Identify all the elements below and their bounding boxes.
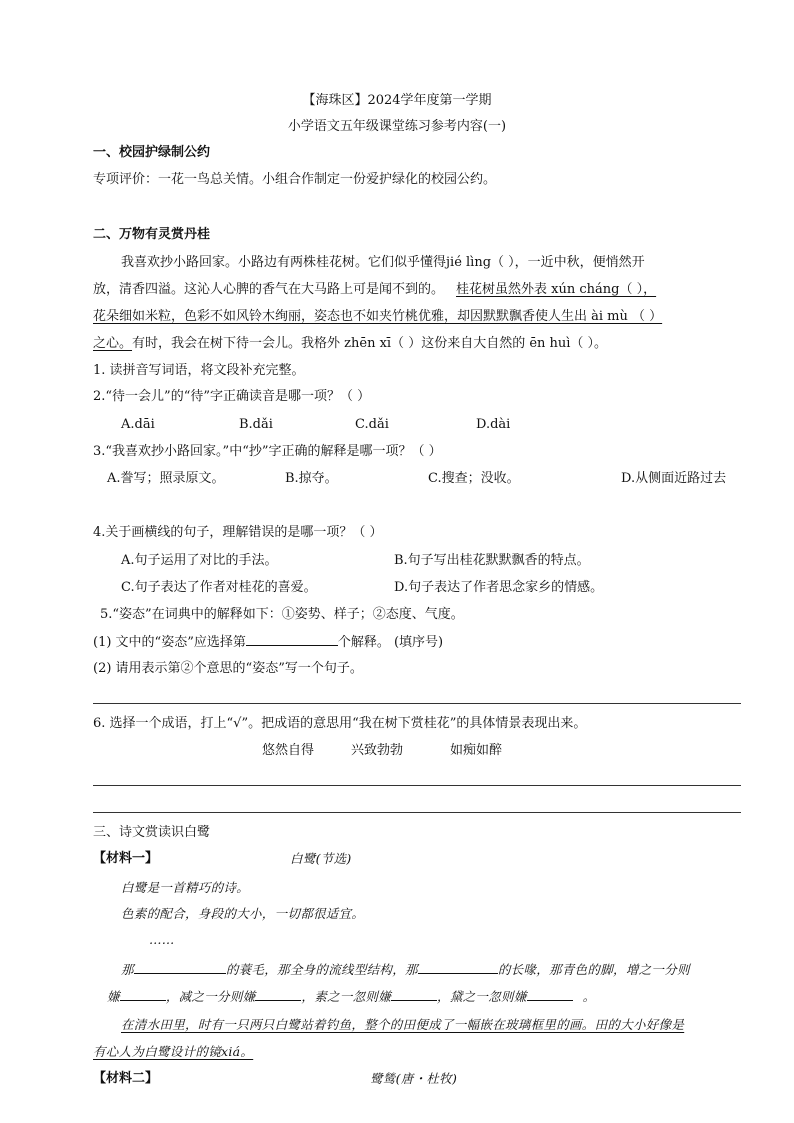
page-subtitle: 小学语文五年级课堂练习参考内容(一) bbox=[287, 119, 507, 134]
fill-2-text-a: 嫌 bbox=[107, 989, 120, 1004]
fill-1-text-c: 的长喙，那青色的脚，增之一分则 bbox=[497, 962, 690, 977]
fill-2-text-b: ，减之一分则嫌 bbox=[165, 989, 256, 1004]
fill-2-text-c: ，素之一忽则嫌 bbox=[301, 989, 392, 1004]
question-5-2: (2) 请用表示第②个意思的“姿态”写一个句子。 bbox=[93, 661, 363, 676]
q5-1-prefix: (1) 文中的“姿态”应选择第 bbox=[93, 635, 246, 650]
section1-heading: 一、校园护绿制公约 bbox=[93, 145, 211, 160]
q5-1-answer-blank[interactable] bbox=[246, 633, 338, 646]
fill-blank-1[interactable] bbox=[134, 961, 226, 974]
fill-line-1 bbox=[121, 961, 690, 979]
idiom-option-2[interactable]: 兴致勃勃 bbox=[351, 743, 404, 758]
section2-heading: 二、万物有灵赏丹桂 bbox=[93, 227, 211, 242]
q3-option-c[interactable]: C.搜查；没收。 bbox=[428, 471, 520, 486]
fill-blank-4[interactable] bbox=[255, 988, 301, 1001]
passage-line-4-text: 有时，我会在树下待一会儿。我格外 zhēn xī（ ）这份来自大自然的 ēn huì（ ）。 bbox=[132, 336, 608, 351]
underlined-sentence-part-1: 桂花树虽然外表 xún cháng（ ）， bbox=[456, 282, 657, 297]
question-2: 2.“待一会儿”的“待”字正确读音是哪一项？（ ） bbox=[93, 389, 371, 404]
q4-option-b[interactable]: B.句子写出桂花默默飘香的特点。 bbox=[394, 553, 590, 568]
q4-option-c[interactable]: C.句子表达了作者对桂花的喜爱。 bbox=[121, 580, 317, 595]
section1-text: 专项评价：一花一鸟总关情。小组合作制定一份爱护绿化的校园公约。 bbox=[93, 172, 497, 187]
material1-title: 白鹭(节选) bbox=[290, 851, 352, 866]
q2-option-a[interactable]: A.dāi bbox=[121, 417, 155, 432]
idiom-option-3[interactable]: 如痴如醉 bbox=[450, 743, 503, 758]
fill-line-2 bbox=[107, 988, 595, 1006]
question-4: 4.关于画横线的句子，理解错误的是哪一项？（ ） bbox=[93, 525, 383, 540]
fill-1-text-a: 那 bbox=[121, 962, 134, 977]
q3-option-a[interactable]: A.誊写；照录原文。 bbox=[107, 471, 225, 486]
q4-option-d[interactable]: D.句子表达了作者思念家乡的情感。 bbox=[394, 580, 604, 595]
answer-line[interactable] bbox=[93, 785, 741, 786]
poem-line-2: 色素的配合，身段的大小，一切都很适宜。 bbox=[121, 906, 365, 921]
q5-1-suffix: 个解释。 (填序号) bbox=[337, 635, 444, 650]
fill-2-text-d: ，黛之一忽则嫌 bbox=[437, 989, 527, 1004]
passage-line-4 bbox=[93, 335, 607, 353]
passage-line-2-text: 放，清香四溢。这沁人心脾的香气在大马路上可是闻不到的。 bbox=[93, 282, 445, 297]
fill-1-text-b: 的蓑毛，那全身的流线型结构，那 bbox=[225, 962, 418, 977]
question-5: 5.“姿态”在词典中的解释如下：①姿势、样子；②态度、气度。 bbox=[100, 607, 464, 622]
q3-option-b[interactable]: B.掠夺。 bbox=[285, 471, 338, 486]
underlined-sentence-part-2: 花朵细如米粒，色彩不如风铃木绚丽，姿态也不如夹竹桃优雅，却因默默飘香使人生出 ài mù （ ） bbox=[93, 309, 663, 324]
fill-blank-6[interactable] bbox=[527, 988, 573, 1001]
q2-option-c[interactable]: C.dǎi bbox=[355, 417, 389, 432]
fill-2-text-e: 。 bbox=[582, 989, 596, 1004]
q4-option-a[interactable]: A.句子运用了对比的手法。 bbox=[121, 553, 278, 568]
idiom-option-1[interactable]: 悠然自得 bbox=[262, 743, 315, 758]
q2-option-b[interactable]: B.dǎi bbox=[239, 417, 273, 432]
question-5-1 bbox=[93, 633, 443, 652]
material2-label: 【材料二】 bbox=[93, 1071, 159, 1086]
question-1: 1. 读拼音写词语，将文段补充完整。 bbox=[93, 363, 305, 378]
q3-option-d[interactable]: D.从侧面近路过去 bbox=[621, 471, 727, 486]
q2-option-d[interactable]: D.dài bbox=[476, 417, 511, 432]
underlined-passage-2: 有心人为白鹭设计的镜xiá。 bbox=[93, 1044, 254, 1059]
question-3: 3.“我喜欢抄小路回家。”中“抄”字正确的解释是哪一项？（ ） bbox=[93, 444, 442, 459]
underlined-sentence-part-3: 之心。 bbox=[93, 336, 133, 351]
answer-line[interactable] bbox=[93, 703, 741, 704]
fill-blank-5[interactable] bbox=[391, 988, 437, 1001]
question-6: 6. 选择一个成语，打上“√”。把成语的意思用“我在树下赏桂花”的具体情景表现出来。 bbox=[93, 716, 587, 731]
underlined-passage-1: 在清水田里，时有一只两只白鹭站着钓鱼，整个的田便成了一幅嵌在玻璃框里的画。田的大小好像是 bbox=[121, 1017, 685, 1032]
ellipsis: …… bbox=[149, 932, 175, 947]
section3-heading: 三、诗文赏读识白鹭 bbox=[93, 825, 211, 840]
fill-blank-3[interactable] bbox=[120, 988, 166, 1001]
answer-line[interactable] bbox=[93, 812, 741, 813]
material1-label: 【材料一】 bbox=[93, 851, 159, 866]
passage-line-1: 我喜欢抄小路回家。小路边有两株桂花树。它们似乎懂得jié lìng（ ），一近中秋，便悄然开 bbox=[121, 255, 645, 270]
passage-line-2 bbox=[93, 281, 656, 299]
material2-title: 鹭鸶(唐・杜牧) bbox=[370, 1071, 458, 1086]
fill-blank-2[interactable] bbox=[418, 961, 498, 974]
poem-line-1: 白鹭是一首精巧的诗。 bbox=[121, 880, 250, 895]
page-title: 【海珠区】2024学年度第一学期 bbox=[302, 93, 492, 108]
